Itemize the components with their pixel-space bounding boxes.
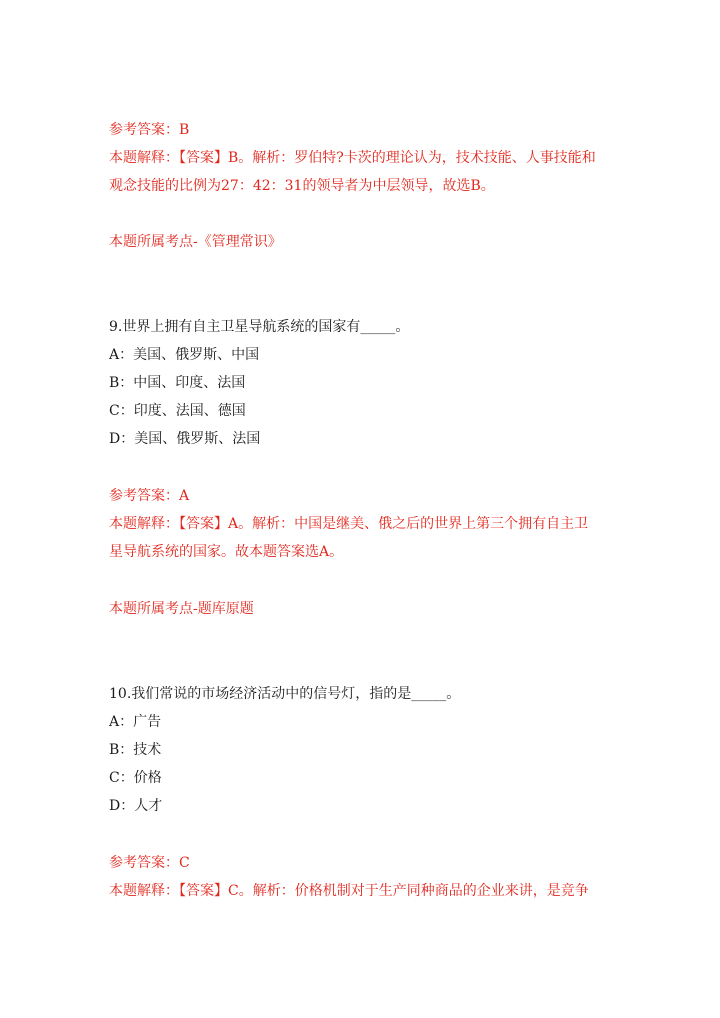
q8-answer: 参考答案：B (109, 122, 190, 138)
q10-question: 10.我们常说的市场经济活动中的信号灯，指的是_____。 (109, 686, 461, 702)
q9-explanation-line2: 星导航系统的国家。故本题答案选A。 (109, 544, 344, 560)
q9-knowledge-point: 本题所属考点-题库原题 (109, 601, 254, 617)
q9-option-b: B：中国、印度、法国 (109, 375, 246, 391)
q8-knowledge-point: 本题所属考点-《管理常识》 (109, 234, 282, 250)
q9-answer: 参考答案：A (109, 488, 190, 504)
q9-question: 9.世界上拥有自主卫星导航系统的国家有_____。 (109, 319, 410, 335)
q9-explanation-line1: 本题解释：【答案】A。解析：中国是继美、俄之后的世界上第三个拥有自主卫 (109, 516, 589, 532)
q10-option-b: B：技术 (109, 742, 162, 758)
q10-option-d: D：人才 (109, 798, 163, 814)
q9-option-a: A：美国、俄罗斯、中国 (109, 347, 260, 363)
q10-answer: 参考答案：C (109, 855, 190, 871)
q10-option-c: C：价格 (109, 770, 162, 786)
q8-explanation-line1: 本题解释：【答案】B。解析：罗伯特?卡茨的理论认为，技术技能、人事技能和 (109, 150, 596, 166)
q9-option-d: D：美国、俄罗斯、法国 (109, 431, 261, 447)
q10-option-a: A：广告 (109, 714, 162, 730)
q10-explanation-line1: 本题解释：【答案】C。解析：价格机制对于生产同种商品的企业来讲，是竞争 (109, 883, 589, 899)
q9-option-c: C：印度、法国、德国 (109, 403, 246, 419)
q8-explanation-line2: 观念技能的比例为27：42：31的领导者为中层领导，故选B。 (109, 178, 495, 194)
